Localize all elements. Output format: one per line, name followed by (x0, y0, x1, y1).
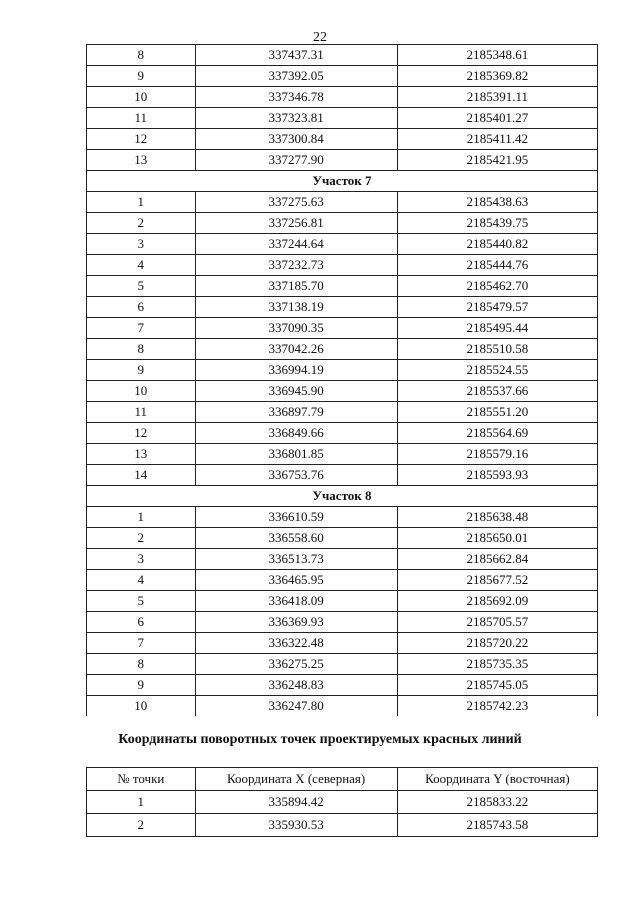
coordinate-x-cell: 337185.70 (195, 276, 397, 297)
point-number-cell: 8 (87, 45, 196, 66)
column-header-coordinate-y: Координата Y (восточная) (397, 768, 597, 791)
section-row (87, 486, 598, 507)
coordinate-x-cell: 336610.59 (195, 507, 397, 528)
coordinate-y-cell: 2185638.48 (397, 507, 597, 528)
coordinate-x-cell: 337244.64 (195, 234, 397, 255)
coordinate-x-cell: 337090.35 (195, 318, 397, 339)
coordinate-x-cell: 337392.05 (195, 66, 397, 87)
point-number-cell: 7 (87, 318, 196, 339)
coordinate-y-cell: 2185677.52 (397, 570, 597, 591)
point-number-cell: 6 (87, 612, 196, 633)
coordinate-y-cell: 2185735.35 (397, 654, 597, 675)
point-number-cell: 7 (87, 633, 196, 654)
point-number-cell: 10 (87, 87, 196, 108)
point-number-cell: 8 (87, 339, 196, 360)
table-row (87, 423, 598, 444)
coordinate-y-cell: 2185369.82 (397, 66, 597, 87)
table-row (87, 108, 598, 129)
coordinate-x-cell: 337232.73 (195, 255, 397, 276)
coordinate-x-cell: 337138.19 (195, 297, 397, 318)
point-number-cell: 12 (87, 423, 196, 444)
table-row (87, 255, 598, 276)
coordinate-x-cell: 336945.90 (195, 381, 397, 402)
table-row (87, 791, 598, 814)
point-number-cell: 1 (87, 192, 196, 213)
table-row (87, 549, 598, 570)
coordinate-y-cell: 2185401.27 (397, 108, 597, 129)
point-number-cell: 9 (87, 675, 196, 696)
coordinate-x-cell: 336418.09 (195, 591, 397, 612)
point-number-cell: 4 (87, 570, 196, 591)
coordinate-y-cell: 2185438.63 (397, 192, 597, 213)
point-number-cell: 1 (87, 791, 196, 814)
coordinate-y-cell: 2185421.95 (397, 150, 597, 171)
table-row (87, 150, 598, 171)
coordinate-y-cell: 2185662.84 (397, 549, 597, 570)
coordinate-x-cell: 337042.26 (195, 339, 397, 360)
table-row (87, 444, 598, 465)
point-number-cell: 14 (87, 465, 196, 486)
coordinates-table-body (87, 45, 598, 717)
coordinate-y-cell: 2185444.76 (397, 255, 597, 276)
table-row (87, 192, 598, 213)
section-row (87, 171, 598, 192)
point-number-cell: 2 (87, 528, 196, 549)
coordinate-x-cell: 336247.80 (195, 696, 397, 717)
coordinate-x-cell: 336513.73 (195, 549, 397, 570)
table-row (87, 591, 598, 612)
coordinate-x-cell: 336465.95 (195, 570, 397, 591)
table-row (87, 570, 598, 591)
coordinate-x-cell: 336322.48 (195, 633, 397, 654)
coordinate-y-cell: 2185742.23 (397, 696, 597, 717)
coordinate-x-cell: 336369.93 (195, 612, 397, 633)
point-number-cell: 10 (87, 696, 196, 717)
column-header-point-number: № точки (87, 768, 196, 791)
column-header-coordinate-x: Координата X (северная) (195, 768, 397, 791)
coordinate-y-cell: 2185743.58 (397, 814, 597, 837)
coordinate-x-cell: 337323.81 (195, 108, 397, 129)
table-row (87, 360, 598, 381)
coordinate-y-cell: 2185440.82 (397, 234, 597, 255)
coordinate-y-cell: 2185720.22 (397, 633, 597, 654)
coordinate-x-cell: 336994.19 (195, 360, 397, 381)
point-number-cell: 5 (87, 591, 196, 612)
table-row (87, 633, 598, 654)
coordinate-y-cell: 2185524.55 (397, 360, 597, 381)
coordinate-x-cell: 336753.76 (195, 465, 397, 486)
coordinate-y-cell: 2185495.44 (397, 318, 597, 339)
table-row (87, 213, 598, 234)
point-number-cell: 8 (87, 654, 196, 675)
table-row (87, 465, 598, 486)
table-row (87, 339, 598, 360)
table-row (87, 507, 598, 528)
point-number-cell: 6 (87, 297, 196, 318)
point-number-cell: 3 (87, 234, 196, 255)
point-number-cell: 1 (87, 507, 196, 528)
page-number: 22 (313, 30, 327, 45)
coordinate-x-cell: 337346.78 (195, 87, 397, 108)
point-number-cell: 5 (87, 276, 196, 297)
coordinate-x-cell: 336558.60 (195, 528, 397, 549)
point-number-cell: 2 (87, 213, 196, 234)
table-row (87, 66, 598, 87)
point-number-cell: 13 (87, 150, 196, 171)
point-number-cell: 11 (87, 402, 196, 423)
coordinate-x-cell: 337275.63 (195, 192, 397, 213)
table-row (87, 654, 598, 675)
table-row (87, 381, 598, 402)
coordinate-y-cell: 2185579.16 (397, 444, 597, 465)
coordinate-x-cell: 337437.31 (195, 45, 397, 66)
point-number-cell: 9 (87, 66, 196, 87)
point-number-cell: 13 (87, 444, 196, 465)
coordinate-x-cell: 336248.83 (195, 675, 397, 696)
coordinates-table (86, 44, 598, 716)
coordinate-y-cell: 2185348.61 (397, 45, 597, 66)
coordinate-x-cell: 335894.42 (195, 791, 397, 814)
table-row (87, 696, 598, 717)
red-lines-table (86, 767, 598, 837)
table-row (87, 45, 598, 66)
coordinate-y-cell: 2185833.22 (397, 791, 597, 814)
table-row (87, 297, 598, 318)
coordinate-y-cell: 2185537.66 (397, 381, 597, 402)
coordinate-y-cell: 2185551.20 (397, 402, 597, 423)
coordinate-y-cell: 2185564.69 (397, 423, 597, 444)
coordinate-y-cell: 2185439.75 (397, 213, 597, 234)
coordinate-x-cell: 336849.66 (195, 423, 397, 444)
table-row (87, 612, 598, 633)
table-row (87, 318, 598, 339)
coordinate-x-cell: 336801.85 (195, 444, 397, 465)
coordinate-y-cell: 2185479.57 (397, 297, 597, 318)
point-number-cell: 12 (87, 129, 196, 150)
point-number-cell: 10 (87, 381, 196, 402)
table-row (87, 129, 598, 150)
table-header-row (87, 768, 598, 791)
red-lines-table-body (87, 791, 598, 837)
table-row (87, 528, 598, 549)
table-row (87, 814, 598, 837)
table-row (87, 234, 598, 255)
section-title: Участок 7 (87, 171, 598, 192)
coordinate-y-cell: 2185593.93 (397, 465, 597, 486)
table-row (87, 87, 598, 108)
coordinate-x-cell: 337300.84 (195, 129, 397, 150)
coordinate-x-cell: 336275.25 (195, 654, 397, 675)
coordinate-y-cell: 2185650.01 (397, 528, 597, 549)
point-number-cell: 3 (87, 549, 196, 570)
coordinate-x-cell: 337256.81 (195, 213, 397, 234)
table-row (87, 276, 598, 297)
table-row (87, 402, 598, 423)
point-number-cell: 2 (87, 814, 196, 837)
point-number-cell: 11 (87, 108, 196, 129)
section-title: Участок 8 (87, 486, 598, 507)
red-lines-heading: Координаты поворотных точек проектируемых красных линий (118, 732, 522, 747)
point-number-cell: 9 (87, 360, 196, 381)
coordinate-y-cell: 2185705.57 (397, 612, 597, 633)
coordinate-y-cell: 2185692.09 (397, 591, 597, 612)
coordinate-x-cell: 336897.79 (195, 402, 397, 423)
coordinate-y-cell: 2185745.05 (397, 675, 597, 696)
point-number-cell: 4 (87, 255, 196, 276)
coordinate-x-cell: 337277.90 (195, 150, 397, 171)
table-row (87, 675, 598, 696)
coordinate-y-cell: 2185510.58 (397, 339, 597, 360)
coordinate-y-cell: 2185462.70 (397, 276, 597, 297)
coordinate-y-cell: 2185411.42 (397, 129, 597, 150)
coordinate-x-cell: 335930.53 (195, 814, 397, 837)
coordinate-y-cell: 2185391.11 (397, 87, 597, 108)
